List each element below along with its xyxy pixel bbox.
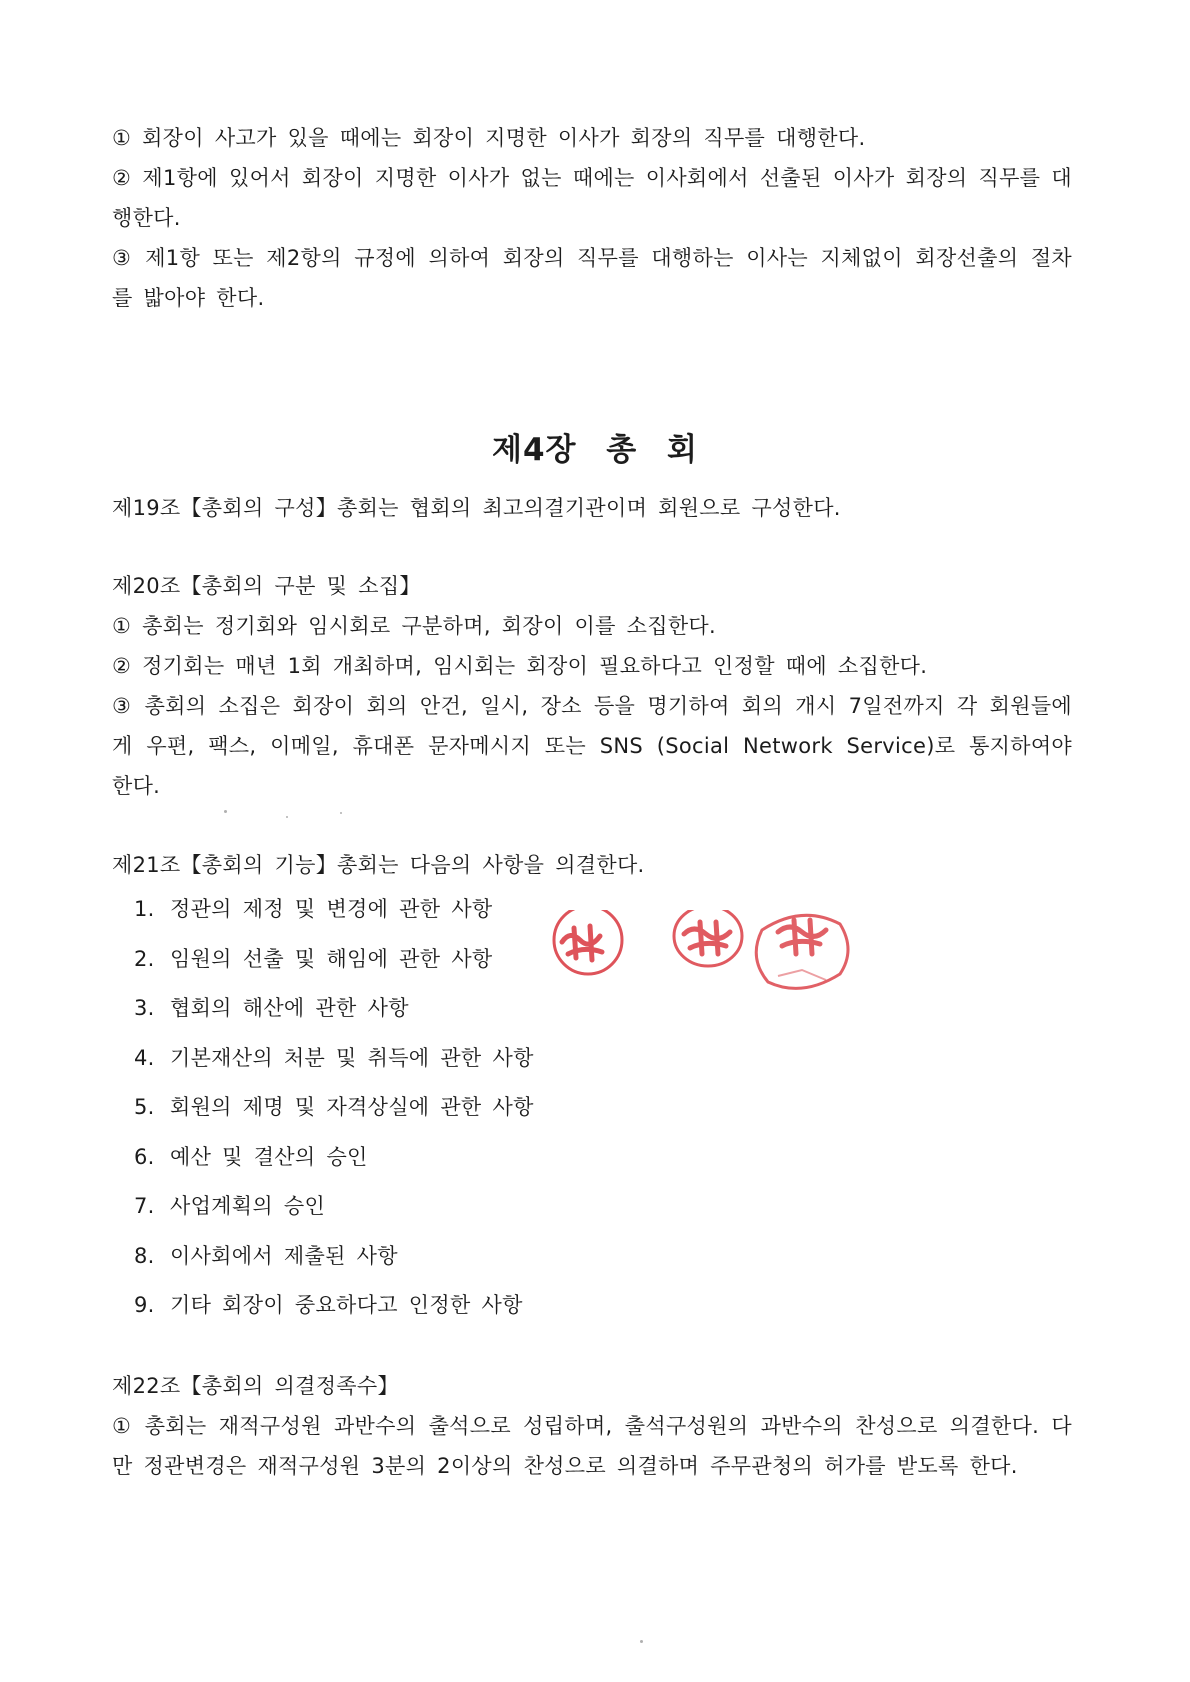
- list-item-number: 3.: [134, 996, 155, 1020]
- list-item-number: 1.: [134, 897, 155, 921]
- article-20-paragraph-1: ① 총회는 정기회와 임시회로 구분하며, 회장이 이를 소집한다.: [112, 614, 716, 638]
- paragraph-3: ③ 제1항 또는 제2항의 규정에 의하여 회장의 직무를 대행하는 이사는 지체없이 회장선출의 절차를 밟아야 한다.: [112, 246, 1072, 310]
- article-21-list: [112, 885, 1072, 1331]
- list-item: [134, 1083, 1072, 1133]
- list-item-number: 2.: [134, 946, 155, 971]
- list-item: [134, 1034, 1072, 1084]
- scan-speck: [286, 816, 288, 818]
- list-item-number: 5.: [134, 1095, 155, 1119]
- list-item-number: 6.: [134, 1144, 155, 1169]
- paragraph-2: ② 제1항에 있어서 회장이 지명한 이사가 없는 때에는 이사회에서 선출된 이사가 회장의 직무를 대행한다.: [112, 166, 1072, 230]
- article-19-heading: 제19조【총회의 구성】총회는 협회의 최고의결기관이며 회원으로 구성한다.: [112, 496, 841, 520]
- list-item-text: 정관의 제정 및 변경에 관한 사항: [170, 897, 493, 921]
- article-22: [112, 1366, 1072, 1486]
- list-item: [134, 1281, 1072, 1331]
- article-20: [112, 566, 1072, 806]
- list-item: [134, 935, 1072, 985]
- paragraph-1: ① 회장이 사고가 있을 때에는 회장이 지명한 이사가 회장의 직무를 대행한다.: [112, 126, 866, 150]
- list-item-text: 이사회에서 제출된 사항: [170, 1243, 398, 1268]
- list-item: [134, 1232, 1072, 1282]
- list-item-number: 4.: [134, 1045, 155, 1070]
- article-20-paragraph-2: ② 정기회는 매년 1회 개최하며, 임시회는 회장이 필요하다고 인정할 때에 소집한다.: [112, 654, 928, 678]
- article-20-heading: 제20조【총회의 구분 및 소집】: [112, 574, 421, 598]
- list-item: [134, 1182, 1072, 1232]
- list-item-text: 기타 회장이 중요하다고 인정한 사항: [170, 1293, 523, 1317]
- list-item-text: 사업계획의 승인: [170, 1194, 326, 1218]
- chapter-title: 제4장 총 회: [492, 432, 698, 468]
- list-item-text: 임원의 선출 및 해임에 관한 사항: [170, 946, 493, 971]
- section-top: [112, 118, 1072, 318]
- scan-speck: [640, 1640, 643, 1643]
- article-22-paragraph-1: ① 총회는 재적구성원 과반수의 출석으로 성립하며, 출석구성원의 과반수의 찬성으로 의결한다. 다만 정관변경은 재적구성원 3분의 2이상의 찬성으로 의결하며 주무관청의 허가를 받도록 한다.: [112, 1414, 1072, 1478]
- article-19: [112, 488, 1072, 528]
- article-21: [112, 845, 1072, 1331]
- list-item: [134, 885, 1072, 935]
- list-item-text: 회원의 제명 및 자격상실에 관한 사항: [170, 1095, 534, 1119]
- list-item-text: 예산 및 결산의 승인: [170, 1144, 368, 1169]
- article-22-heading: 제22조【총회의 의결정족수】: [112, 1374, 399, 1398]
- scan-speck: [224, 810, 227, 813]
- article-20-paragraph-3: ③ 총회의 소집은 회장이 회의 안건, 일시, 장소 등을 명기하여 회의 개시 7일전까지 각 회원들에게 우편, 팩스, 이메일, 휴대폰 문자메시지 또는 SNS (Social Network Service)로 통지하여야 한다.: [112, 694, 1072, 798]
- list-item-text: 협회의 해산에 관한 사항: [170, 996, 409, 1020]
- list-item-number: 8.: [134, 1243, 155, 1268]
- article-21-heading: 제21조【총회의 기능】총회는 다음의 사항을 의결한다.: [112, 853, 645, 877]
- list-item-number: 7.: [134, 1194, 155, 1218]
- list-item-number: 9.: [134, 1293, 155, 1317]
- list-item-text: 기본재산의 처분 및 취득에 관한 사항: [170, 1045, 534, 1070]
- list-item: [134, 1133, 1072, 1183]
- scan-speck: [340, 812, 342, 814]
- list-item: [134, 984, 1072, 1034]
